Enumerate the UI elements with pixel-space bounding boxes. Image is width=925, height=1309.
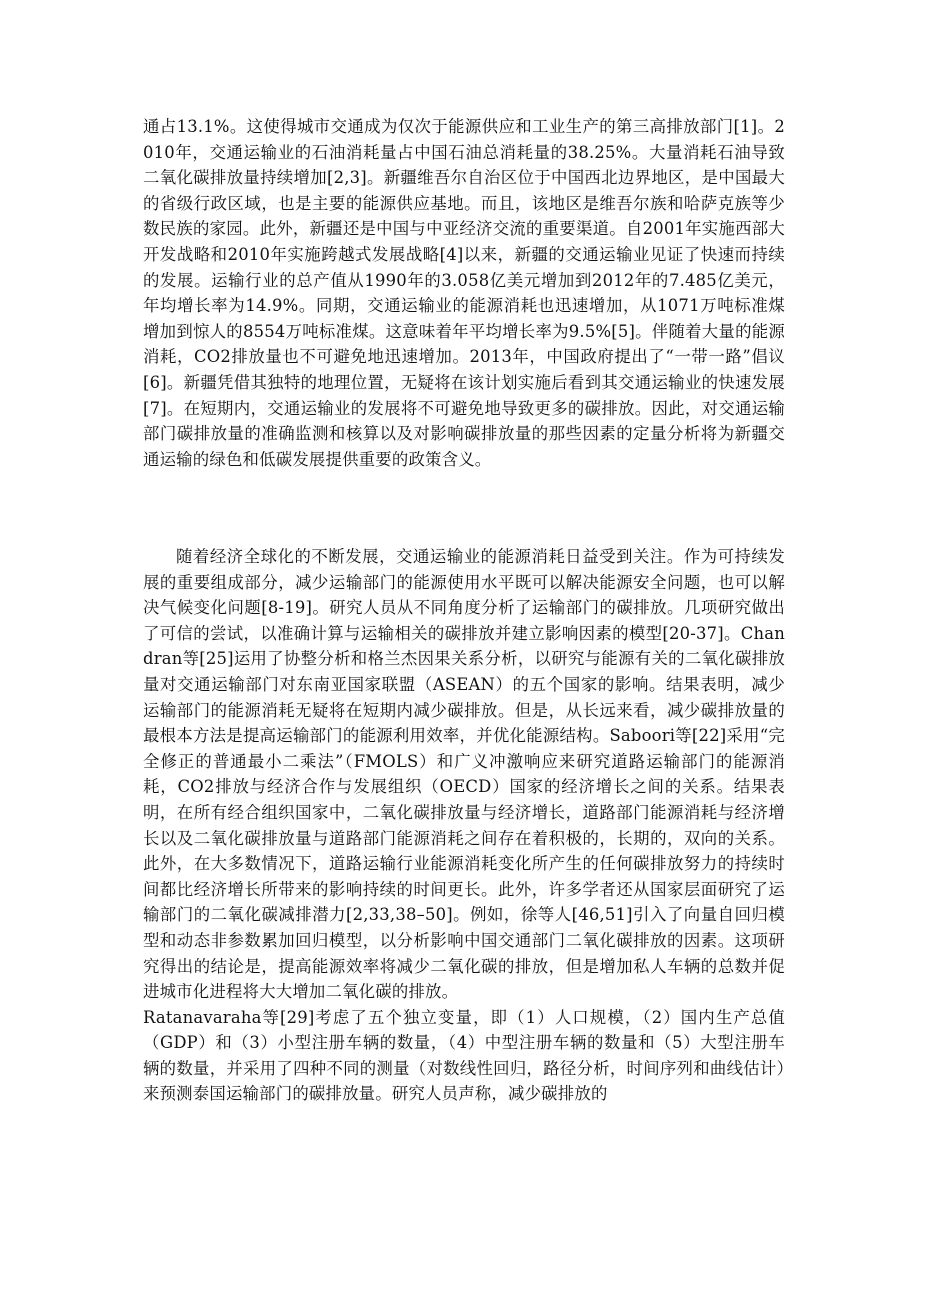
paragraph-continued: 通占13.1%。这使得城市交通成为仅次于能源供应和工业生产的第三高排放部门[1]。2010年，交通运输业的石油消耗量占中国石油总消耗量的38.25%。大量消耗石油导致二氧化碳排放量持续增加[2,3]。新疆维吾尔自治区位于中国西北边界地区，是中国最大的省级行政区域，也是主要的能源供应基地。而且，该地区是维吾尔族和哈萨克族等少数民族的家园。此外，新疆还是中国与中亚经济交流的重要渠道。自2001年实施西部大开发战略和2010年实施跨越式发展战略[4]以来，新疆的交通运输业见证了快速而持续的发展。运输行业的总产值从1990年的3.058亿美元增加到2012年的7.485亿美元，年均增长率为14.9%。同期，交通运输业的能源消耗也迅速增加，从1071万吨标准煤增加到惊人的8554万吨标准煤。这意味着年平均增长率为9.5%[5]。伴随着大量的能源消耗，CO2排放量也不可避免地迅速增加。2013年，中国政府提出了“一带一路”倡议[6]。新疆凭借其独特的地理位置，无疑将在该计划实施后看到其交通运输业的快速发展[7]。在短期内，交通运输业的发展将不可避免地导致更多的碳排放。因此，对交通运输部门碳排放量的准确监测和核算以及对影响碳排放量的那些因素的定量分析将为新疆交通运输的绿色和低碳发展提供重要的政策含义。 [143,117,785,469]
body-text-block-top [143,114,785,472]
body-text-block-bottom [143,544,785,1107]
paragraph-ratanavaraha: Ratanavaraha等[29]考虑了五个独立变量，即（1）人口规模，（2）国内生产总值（GDP）和（3）小型注册车辆的数量，（4）中型注册车辆的数量和（5）大型注册车辆的数量，并采用了四种不同的测量（对数线性回归，路径分析，时间序列和曲线估计）来预测泰国运输部门的碳排放量。研究人员声称，减少碳排放的 [143,1007,785,1104]
paragraph-globalization: 随着经济全球化的不断发展，交通运输业的能源消耗日益受到关注。作为可持续发展的重要组成部分，减少运输部门的能源使用水平既可以解决能源安全问题，也可以解决气候变化问题[8-19]。研究人员从不同角度分析了运输部门的碳排放。几项研究做出了可信的尝试，以准确计算与运输相关的碳排放并建立影响因素的模型[20-37]。Chandran等[25]运用了协整分析和格兰杰因果关系分析，以研究与能源有关的二氧化碳排放量对交通运输部门对东南亚国家联盟（ASEAN）的五个国家的影响。结果表明，减少运输部门的能源消耗无疑将在短期内减少碳排放。但是，从长远来看，减少碳排放量的最根本方法是提高运输部门的能源利用效率，并优化能源结构。Saboori等[22]采用“完全修正的普通最小二乘法”（FMOLS）和广义冲激响应来研究道路运输部门的能源消耗，CO2排放与经济合作与发展组织（OECD）国家的经济增长之间的关系。结果表明，在所有经合组织国家中，二氧化碳排放量与经济增长，道路部门能源消耗与经济增长以及二氧化碳排放量与道路部门能源消耗之间存在着积极的，长期的，双向的关系。此外，在大多数情况下，道路运输行业能源消耗变化所产生的任何碳排放努力的持续时间都比经济增长所带来的影响持续的时间更长。此外，许多学者还从国家层面研究了运输部门的二氧化碳减排潜力[2,33,38–50]。例如，徐等人[46,51]引入了向量自回归模型和动态非参数累加回归模型，以分析影响中国交通部门二氧化碳排放的因素。这项研究得出的结论是，提高能源效率将减少二氧化碳的排放，但是增加私人车辆的总数并促进城市化进程将大大增加二氧化碳的排放。 [143,547,785,1002]
